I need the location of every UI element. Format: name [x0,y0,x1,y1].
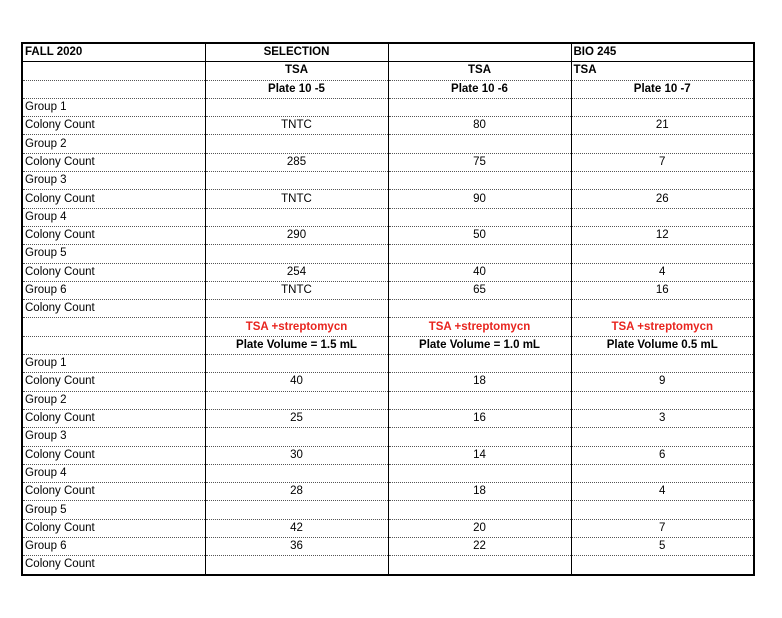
row-label-cell[interactable] [22,62,205,80]
table-row [22,153,754,171]
table-row [22,80,754,98]
row-label-cell[interactable]: Group 5 [22,245,205,263]
data-cell[interactable] [205,208,388,226]
row-label-cell[interactable]: Group 4 [22,464,205,482]
table-row [22,263,754,281]
table-row [22,117,754,135]
data-cell[interactable] [205,172,388,190]
row-label-cell[interactable] [22,336,205,354]
data-cell[interactable] [571,355,754,373]
table-row [22,98,754,116]
data-cell[interactable]: Plate 10 -5 [205,80,388,98]
data-cell[interactable]: 18 [388,373,571,391]
data-cell[interactable]: 36 [205,538,388,556]
data-cell[interactable] [205,98,388,116]
data-cell[interactable]: TNTC [205,190,388,208]
data-cell[interactable] [205,245,388,263]
data-cell[interactable] [388,135,571,153]
data-cell[interactable]: 80 [388,117,571,135]
row-label-cell[interactable]: Group 3 [22,172,205,190]
row-label-cell[interactable]: Group 1 [22,355,205,373]
data-cell[interactable]: 18 [388,483,571,501]
data-cell[interactable]: 14 [388,446,571,464]
data-cell[interactable]: 4 [571,263,754,281]
table-row [22,190,754,208]
data-cell[interactable] [388,172,571,190]
data-cell[interactable] [571,135,754,153]
data-cell[interactable] [205,355,388,373]
data-cell[interactable]: BIO 245 [571,43,754,62]
table-row [22,538,754,556]
data-cell[interactable]: 30 [205,446,388,464]
row-label-cell[interactable]: Group 6 [22,538,205,556]
data-cell[interactable] [571,428,754,446]
data-cell[interactable] [571,501,754,519]
spreadsheet-table [21,42,755,576]
row-label-cell[interactable]: Colony Count [22,373,205,391]
data-cell[interactable] [205,428,388,446]
row-label-cell[interactable]: Colony Count [22,409,205,427]
data-cell[interactable] [388,208,571,226]
data-cell[interactable]: SELECTION [205,43,388,62]
data-cell[interactable]: TSA +streptomycn [205,318,388,336]
row-label-cell[interactable] [22,80,205,98]
table-row [22,172,754,190]
row-label-cell[interactable]: Group 5 [22,501,205,519]
data-cell[interactable]: 20 [388,519,571,537]
data-cell[interactable] [571,245,754,263]
row-label-cell[interactable]: Colony Count [22,300,205,318]
data-cell[interactable] [571,391,754,409]
data-cell[interactable]: Plate Volume = 1.0 mL [388,336,571,354]
data-cell[interactable]: 16 [388,409,571,427]
row-label-cell[interactable]: Colony Count [22,226,205,244]
table-row [22,245,754,263]
table-row [22,281,754,299]
data-cell[interactable]: 3 [571,409,754,427]
data-cell[interactable]: 40 [205,373,388,391]
data-cell[interactable]: 42 [205,519,388,537]
data-cell[interactable] [205,135,388,153]
table-row [22,446,754,464]
data-cell[interactable] [388,556,571,575]
data-cell[interactable]: 6 [571,446,754,464]
table-row [22,318,754,336]
table-row [22,208,754,226]
data-cell[interactable]: 50 [388,226,571,244]
data-cell[interactable]: 65 [388,281,571,299]
table-row [22,409,754,427]
row-label-cell[interactable]: Colony Count [22,556,205,575]
data-cell[interactable]: 7 [571,153,754,171]
data-cell[interactable] [388,300,571,318]
data-cell[interactable] [388,43,571,62]
data-cell[interactable]: 40 [388,263,571,281]
row-label-cell[interactable]: Group 2 [22,135,205,153]
data-cell[interactable]: TSA +streptomycn [571,318,754,336]
row-label-cell[interactable] [22,318,205,336]
data-cell[interactable]: 7 [571,519,754,537]
data-cell[interactable] [571,98,754,116]
data-cell[interactable]: 26 [571,190,754,208]
data-cell[interactable]: 25 [205,409,388,427]
data-cell[interactable] [205,556,388,575]
data-cell[interactable]: TSA [388,62,571,80]
data-cell[interactable] [388,391,571,409]
data-cell[interactable] [571,208,754,226]
data-cell[interactable]: 9 [571,373,754,391]
row-label-cell[interactable]: Colony Count [22,263,205,281]
table-row [22,135,754,153]
row-label-cell[interactable]: FALL 2020 [22,43,205,62]
data-cell[interactable]: 285 [205,153,388,171]
data-cell[interactable]: 4 [571,483,754,501]
table-row [22,428,754,446]
spreadsheet-body [22,43,754,575]
table-row [22,483,754,501]
data-cell[interactable] [388,98,571,116]
row-label-cell[interactable]: Group 1 [22,98,205,116]
data-cell[interactable]: TSA [205,62,388,80]
row-label-cell[interactable]: Group 3 [22,428,205,446]
row-label-cell[interactable]: Colony Count [22,117,205,135]
data-cell[interactable] [571,464,754,482]
data-cell[interactable] [388,355,571,373]
table-row [22,62,754,80]
data-cell[interactable] [571,556,754,575]
table-row [22,519,754,537]
row-label-cell[interactable]: Group 2 [22,391,205,409]
data-cell[interactable]: 5 [571,538,754,556]
data-cell[interactable]: 28 [205,483,388,501]
data-cell[interactable]: TSA [571,62,754,80]
data-cell[interactable]: Plate 10 -7 [571,80,754,98]
table-row [22,501,754,519]
row-label-cell[interactable]: Group 6 [22,281,205,299]
data-cell[interactable] [571,172,754,190]
data-cell[interactable] [205,391,388,409]
table-row [22,556,754,575]
data-cell[interactable]: TSA +streptomycn [388,318,571,336]
table-row [22,336,754,354]
data-cell[interactable]: 16 [571,281,754,299]
data-cell[interactable]: Plate Volume 0.5 mL [571,336,754,354]
data-cell[interactable]: 290 [205,226,388,244]
table-row [22,43,754,62]
data-cell[interactable] [388,428,571,446]
data-cell[interactable]: TNTC [205,117,388,135]
data-cell[interactable]: 12 [571,226,754,244]
table-row [22,226,754,244]
row-label-cell[interactable]: Colony Count [22,190,205,208]
data-cell[interactable] [205,300,388,318]
data-cell[interactable]: Plate Volume = 1.5 mL [205,336,388,354]
table-row [22,373,754,391]
row-label-cell[interactable]: Group 4 [22,208,205,226]
table-row [22,355,754,373]
data-cell[interactable]: TNTC [205,281,388,299]
data-cell[interactable]: 21 [571,117,754,135]
data-cell[interactable] [205,464,388,482]
data-cell[interactable]: 90 [388,190,571,208]
data-cell[interactable] [388,501,571,519]
table-row [22,464,754,482]
table-row [22,391,754,409]
data-cell[interactable]: 254 [205,263,388,281]
data-cell[interactable] [388,245,571,263]
data-cell[interactable] [205,501,388,519]
data-cell[interactable]: Plate 10 -6 [388,80,571,98]
data-cell[interactable]: 75 [388,153,571,171]
row-label-cell[interactable]: Colony Count [22,519,205,537]
table-row [22,300,754,318]
data-cell[interactable]: 22 [388,538,571,556]
data-cell[interactable] [388,464,571,482]
row-label-cell[interactable]: Colony Count [22,483,205,501]
row-label-cell[interactable]: Colony Count [22,446,205,464]
data-cell[interactable] [571,300,754,318]
row-label-cell[interactable]: Colony Count [22,153,205,171]
